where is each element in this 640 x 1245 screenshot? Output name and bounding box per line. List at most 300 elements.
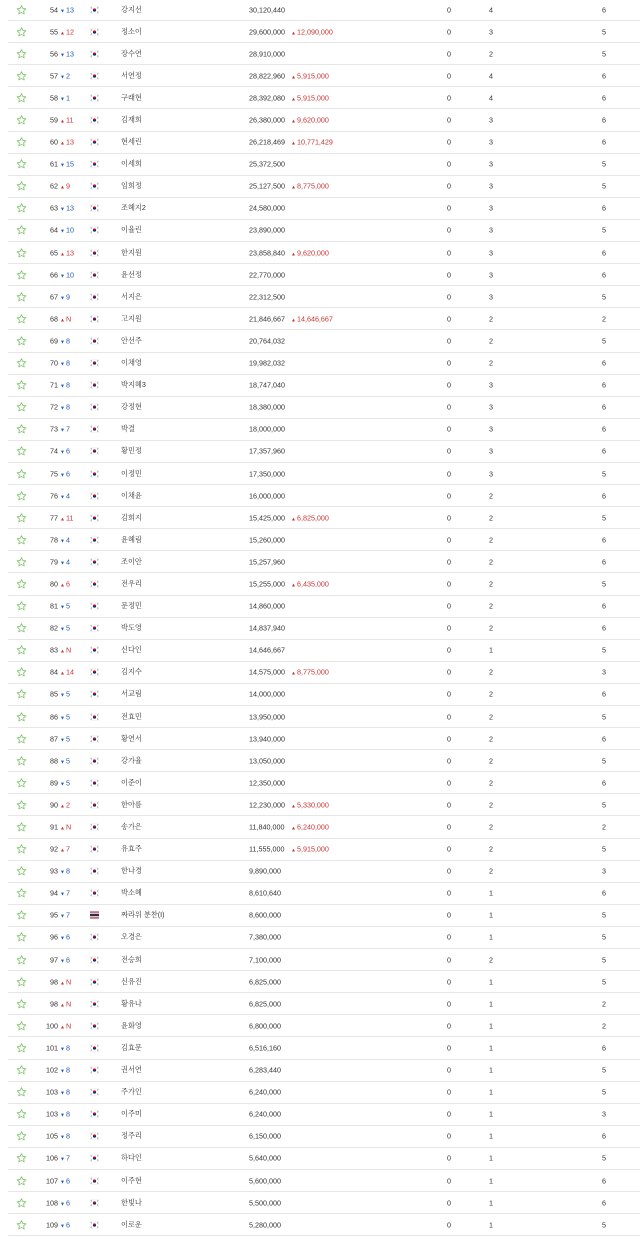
top10-count: 2	[489, 756, 493, 766]
table-row	[8, 993, 640, 1015]
rank-change	[60, 469, 70, 478]
favorite-star-icon[interactable]	[16, 755, 27, 766]
table-row	[8, 750, 640, 772]
wins-count: 0	[447, 424, 451, 434]
rank-change-value: 13	[65, 5, 74, 15]
prize-amount: 28,392,080	[249, 93, 285, 103]
rank-change	[60, 27, 74, 36]
favorite-star-icon[interactable]	[16, 910, 27, 921]
player-name[interactable]: 안선주	[121, 335, 142, 345]
favorite-star-icon[interactable]	[16, 1197, 27, 1208]
top10-count: 1	[489, 1043, 493, 1053]
favorite-star-icon[interactable]	[16, 844, 27, 855]
favorite-star-icon[interactable]	[16, 1042, 27, 1053]
favorite-star-icon[interactable]	[16, 645, 27, 656]
favorite-star-icon[interactable]	[16, 468, 27, 479]
favorite-star-icon[interactable]	[16, 556, 27, 567]
top10-count: 3	[489, 115, 493, 125]
rank: 68	[50, 314, 58, 324]
korea-flag-icon	[90, 735, 99, 742]
prize-amount: 15,260,000	[249, 535, 285, 545]
player-name[interactable]: 유효주	[121, 844, 142, 854]
korea-flag-icon	[90, 426, 99, 433]
top10-count: 4	[489, 5, 493, 15]
triangle-up-icon: ▲	[291, 317, 296, 324]
favorite-star-icon[interactable]	[16, 932, 27, 943]
favorite-star-icon[interactable]	[16, 733, 27, 744]
top10-count: 2	[489, 491, 493, 501]
table-row	[8, 883, 640, 905]
events-count: 6	[602, 380, 606, 390]
rank-change-value: 5	[65, 778, 70, 788]
prize-increase-value: 12,090,000	[296, 27, 333, 37]
events-count: 5	[602, 49, 606, 59]
wins-count: 0	[447, 225, 451, 235]
favorite-star-icon[interactable]	[16, 402, 27, 413]
events-count: 6	[602, 203, 606, 213]
favorite-star-icon[interactable]	[16, 534, 27, 545]
rank-change	[60, 336, 70, 345]
prize-amount: 22,770,000	[249, 270, 285, 280]
korea-flag-icon	[90, 846, 99, 853]
rank-change-value: 1	[65, 93, 70, 103]
table-row	[8, 772, 640, 794]
wins-count: 0	[447, 1198, 451, 1208]
player-name[interactable]: 주가인	[121, 1087, 142, 1097]
player-name[interactable]: 이채영	[121, 358, 142, 368]
favorite-star-icon[interactable]	[16, 512, 27, 523]
favorite-star-icon[interactable]	[16, 380, 27, 391]
player-name[interactable]: 윤화영	[121, 1020, 142, 1030]
player-name[interactable]: 박도영	[121, 623, 142, 633]
events-count: 5	[602, 27, 606, 37]
player-name[interactable]: 김희지	[121, 512, 142, 522]
korea-flag-icon	[90, 691, 99, 698]
prize-increase-value: 5,915,000	[296, 844, 329, 854]
prize-increase-value: 9,620,000	[296, 248, 329, 258]
player-name[interactable]: 김재희	[121, 115, 142, 125]
player-name[interactable]: 전효민	[121, 711, 142, 721]
events-count: 5	[602, 469, 606, 479]
prize-amount: 13,950,000	[249, 712, 285, 722]
rank: 57	[50, 71, 58, 81]
table-row	[8, 397, 640, 419]
triangle-down-icon: ▼	[60, 228, 65, 235]
table-row	[8, 264, 640, 286]
rank: 101	[46, 1043, 58, 1053]
player-name[interactable]: 박지혜3	[121, 380, 146, 390]
top10-count: 1	[489, 910, 493, 920]
favorite-star-icon[interactable]	[16, 446, 27, 457]
prize-amount: 17,357,960	[249, 446, 285, 456]
favorite-star-icon[interactable]	[16, 490, 27, 501]
favorite-star-icon[interactable]	[16, 92, 27, 103]
rank-change	[60, 1154, 70, 1163]
player-name[interactable]: 하다인	[121, 1153, 142, 1163]
prize-increase	[291, 182, 329, 191]
favorite-star-icon[interactable]	[16, 777, 27, 788]
favorite-star-icon[interactable]	[16, 799, 27, 810]
triangle-down-icon: ▼	[60, 52, 65, 59]
table-row	[8, 330, 640, 352]
korea-flag-icon	[90, 1177, 99, 1184]
korea-flag-icon	[90, 1133, 99, 1140]
korea-flag-icon	[90, 249, 99, 256]
player-name[interactable]: 전우리	[121, 578, 142, 588]
triangle-up-icon: ▲	[60, 118, 65, 125]
player-name[interactable]: 한아름	[121, 799, 142, 809]
triangle-down-icon: ▼	[60, 913, 65, 920]
player-name[interactable]: 장수연	[121, 48, 142, 58]
rank: 81	[50, 601, 58, 611]
rank: 90	[50, 800, 58, 810]
rank: 86	[50, 712, 58, 722]
rank: 91	[50, 822, 58, 832]
favorite-star-icon[interactable]	[16, 269, 27, 280]
wins-count: 0	[447, 5, 451, 15]
rank-change-value: 4	[65, 535, 70, 545]
favorite-star-icon[interactable]	[16, 998, 27, 1009]
triangle-down-icon: ▼	[60, 472, 65, 479]
prize-amount: 15,425,000	[249, 513, 285, 523]
player-name[interactable]: 이주현	[121, 1175, 142, 1185]
favorite-star-icon[interactable]	[16, 1131, 27, 1142]
favorite-star-icon[interactable]	[16, 313, 27, 324]
favorite-star-icon[interactable]	[16, 1020, 27, 1031]
top10-count: 3	[489, 27, 493, 37]
rank-change-value: 8	[65, 402, 70, 412]
player-name[interactable]: 김지수	[121, 667, 142, 677]
player-name[interactable]: 한나경	[121, 866, 142, 876]
events-count: 6	[602, 535, 606, 545]
favorite-star-icon[interactable]	[16, 1065, 27, 1076]
rank-change	[60, 49, 74, 58]
table-row	[8, 1037, 640, 1059]
table-row	[8, 353, 640, 375]
favorite-star-icon[interactable]	[16, 48, 27, 59]
player-name[interactable]: 강지선	[121, 4, 142, 14]
triangle-up-icon: ▲	[60, 980, 65, 987]
prize-increase-value: 6,240,000	[296, 822, 329, 832]
player-name[interactable]: 윤혜림	[121, 534, 142, 544]
player-name[interactable]: 이정민	[121, 468, 142, 478]
favorite-star-icon[interactable]	[16, 4, 27, 15]
events-count: 6	[602, 402, 606, 412]
favorite-star-icon[interactable]	[16, 1153, 27, 1164]
table-row	[8, 662, 640, 684]
events-count: 5	[602, 579, 606, 589]
korea-flag-icon	[90, 1221, 99, 1228]
prize-amount: 30,120,440	[249, 5, 285, 15]
player-name[interactable]: 조이안	[121, 556, 142, 566]
wins-count: 0	[447, 203, 451, 213]
triangle-down-icon: ▼	[60, 295, 65, 302]
korea-flag-icon	[90, 868, 99, 875]
triangle-up-icon: ▲	[60, 1002, 65, 1009]
player-name[interactable]: 조혜지2	[121, 203, 146, 213]
player-name[interactable]: 고지원	[121, 313, 142, 323]
favorite-star-icon[interactable]	[16, 1087, 27, 1098]
player-name[interactable]: 강정현	[121, 402, 142, 412]
player-name[interactable]: 이준이	[121, 777, 142, 787]
favorite-star-icon[interactable]	[16, 822, 27, 833]
favorite-star-icon[interactable]	[16, 247, 27, 258]
player-name[interactable]: 현세린	[121, 137, 142, 147]
favorite-star-icon[interactable]	[16, 115, 27, 126]
player-name[interactable]: 김효문	[121, 1042, 142, 1052]
korea-flag-icon	[90, 625, 99, 632]
triangle-up-icon: ▲	[291, 516, 296, 523]
favorite-star-icon[interactable]	[16, 70, 27, 81]
events-count: 6	[602, 71, 606, 81]
wins-count: 0	[447, 756, 451, 766]
player-name[interactable]: 한지원	[121, 247, 142, 257]
rank: 72	[50, 402, 58, 412]
korea-flag-icon	[90, 558, 99, 565]
top10-count: 3	[489, 424, 493, 434]
player-name[interactable]: 이채윤	[121, 490, 142, 500]
rank: 98	[50, 999, 58, 1009]
korea-flag-icon	[90, 1155, 99, 1162]
player-name[interactable]: 박결	[121, 424, 135, 434]
wins-count: 0	[447, 336, 451, 346]
rank: 67	[50, 292, 58, 302]
player-name[interactable]: 신유진	[121, 976, 142, 986]
rank-change-value: 5	[65, 623, 70, 633]
favorite-star-icon[interactable]	[16, 667, 27, 678]
events-count: 5	[602, 336, 606, 346]
prize-increase	[291, 138, 333, 147]
rank-change	[60, 867, 70, 876]
favorite-star-icon[interactable]	[16, 976, 27, 987]
favorite-star-icon[interactable]	[16, 888, 27, 899]
korea-flag-icon	[90, 1067, 99, 1074]
rank-change-value: 11	[65, 115, 74, 125]
triangle-down-icon: ▼	[60, 935, 65, 942]
player-name[interactable]: 서지은	[121, 291, 142, 301]
favorite-star-icon[interactable]	[16, 1175, 27, 1186]
korea-flag-icon	[90, 1089, 99, 1096]
favorite-star-icon[interactable]	[16, 1219, 27, 1230]
rank-change	[60, 204, 74, 213]
events-count: 5	[602, 1220, 606, 1230]
korea-flag-icon	[90, 779, 99, 786]
rank-change	[60, 226, 74, 235]
top10-count: 3	[489, 225, 493, 235]
prize-amount: 5,500,000	[249, 1198, 281, 1208]
prize-amount: 7,380,000	[249, 932, 281, 942]
prize-increase-value: 8,775,000	[296, 181, 329, 191]
player-name[interactable]: 윤선정	[121, 269, 142, 279]
player-name[interactable]: 강가율	[121, 755, 142, 765]
player-name[interactable]: 정소이	[121, 26, 142, 36]
player-name[interactable]: 이로운	[121, 1219, 142, 1229]
rank-change	[60, 1021, 71, 1030]
table-row	[8, 21, 640, 43]
korea-flag-icon	[90, 72, 99, 79]
rank-change-value: 15	[65, 159, 74, 169]
rank-change	[60, 314, 71, 323]
player-name[interactable]: 권서연	[121, 1065, 142, 1075]
player-name[interactable]: 한빛나	[121, 1197, 142, 1207]
rank-change-value: 6	[65, 932, 70, 942]
player-name[interactable]: 서연정	[121, 70, 142, 80]
top10-count: 2	[489, 336, 493, 346]
prize-amount: 6,516,160	[249, 1043, 281, 1053]
player-name[interactable]: 이세희	[121, 159, 142, 169]
player-name[interactable]: 황유나	[121, 998, 142, 1008]
rank-change	[60, 646, 71, 655]
favorite-star-icon[interactable]	[16, 159, 27, 170]
player-name[interactable]: 송가은	[121, 822, 142, 832]
rank-change-value: 4	[65, 557, 70, 567]
table-row	[8, 485, 640, 507]
top10-count: 1	[489, 932, 493, 942]
korea-flag-icon	[90, 94, 99, 101]
events-count: 6	[602, 623, 606, 633]
rank: 96	[50, 932, 58, 942]
rank-change	[60, 1043, 70, 1052]
triangle-down-icon: ▼	[60, 8, 65, 15]
triangle-down-icon: ▼	[60, 759, 65, 766]
favorite-star-icon[interactable]	[16, 26, 27, 37]
table-row	[8, 1126, 640, 1148]
top10-count: 1	[489, 1153, 493, 1163]
player-name[interactable]: 황민정	[121, 446, 142, 456]
rank-change-value: 13	[65, 49, 74, 59]
prize-increase-value: 5,915,000	[296, 71, 329, 81]
player-name[interactable]: 이율린	[121, 225, 142, 235]
triangle-up-icon: ▲	[60, 648, 65, 655]
player-name[interactable]: 서교림	[121, 689, 142, 699]
table-row	[8, 861, 640, 883]
wins-count: 0	[447, 623, 451, 633]
favorite-star-icon[interactable]	[16, 358, 27, 369]
triangle-up-icon: ▲	[291, 118, 296, 125]
favorite-star-icon[interactable]	[16, 578, 27, 589]
wins-count: 0	[447, 248, 451, 258]
favorite-star-icon[interactable]	[16, 203, 27, 214]
rank-change-value: 2	[65, 800, 70, 810]
rank-change	[60, 270, 74, 279]
player-name[interactable]: 정주리	[121, 1131, 142, 1141]
favorite-star-icon[interactable]	[16, 689, 27, 700]
events-count: 5	[602, 955, 606, 965]
player-name[interactable]: 전승희	[121, 954, 142, 964]
favorite-star-icon[interactable]	[16, 137, 27, 148]
korea-flag-icon	[90, 448, 99, 455]
korea-flag-icon	[90, 934, 99, 941]
favorite-star-icon[interactable]	[16, 291, 27, 302]
prize-amount: 18,380,000	[249, 402, 285, 412]
player-name[interactable]: 황연서	[121, 733, 142, 743]
prize-increase-value: 5,915,000	[296, 93, 329, 103]
prize-amount: 6,825,000	[249, 977, 281, 987]
player-name[interactable]: 오경은	[121, 932, 142, 942]
rank-change-value: 5	[65, 689, 70, 699]
triangle-up-icon: ▲	[291, 140, 296, 147]
triangle-up-icon: ▲	[60, 803, 65, 810]
favorite-star-icon[interactable]	[16, 335, 27, 346]
table-row	[8, 154, 640, 176]
triangle-down-icon: ▼	[60, 1134, 65, 1141]
favorite-star-icon[interactable]	[16, 181, 27, 192]
wins-count: 0	[447, 800, 451, 810]
prize-amount: 29,600,000	[249, 27, 285, 37]
favorite-star-icon[interactable]	[16, 866, 27, 877]
rank-change	[60, 889, 70, 898]
player-name[interactable]: 임희정	[121, 181, 142, 191]
table-row	[8, 463, 640, 485]
rank-change-value: 7	[65, 888, 70, 898]
prize-amount: 6,240,000	[249, 1109, 281, 1119]
korea-flag-icon	[90, 492, 99, 499]
player-name[interactable]: 박소혜	[121, 888, 142, 898]
rank: 71	[50, 380, 58, 390]
rank: 62	[50, 181, 58, 191]
rank: 54	[50, 5, 58, 15]
favorite-star-icon[interactable]	[16, 424, 27, 435]
korea-flag-icon	[90, 1044, 99, 1051]
favorite-star-icon[interactable]	[16, 1109, 27, 1120]
rank-change	[60, 845, 70, 854]
wins-count: 0	[447, 446, 451, 456]
triangle-up-icon: ▲	[60, 670, 65, 677]
favorite-star-icon[interactable]	[16, 601, 27, 612]
rank: 59	[50, 115, 58, 125]
player-name[interactable]: 짜라위 분찬(I)	[121, 910, 165, 920]
triangle-up-icon: ▲	[60, 516, 65, 523]
triangle-up-icon: ▲	[60, 317, 65, 324]
events-count: 6	[602, 734, 606, 744]
events-count: 3	[602, 866, 606, 876]
player-name[interactable]: 구래현	[121, 92, 142, 102]
favorite-star-icon[interactable]	[16, 711, 27, 722]
events-count: 5	[602, 645, 606, 655]
top10-count: 3	[489, 137, 493, 147]
triangle-down-icon: ▼	[60, 604, 65, 611]
top10-count: 1	[489, 1220, 493, 1230]
rank: 73	[50, 424, 58, 434]
player-name[interactable]: 신다인	[121, 645, 142, 655]
favorite-star-icon[interactable]	[16, 623, 27, 634]
wins-count: 0	[447, 115, 451, 125]
player-name[interactable]: 이주미	[121, 1109, 142, 1119]
prize-increase	[291, 314, 333, 323]
prize-increase	[291, 27, 333, 36]
table-row	[8, 816, 640, 838]
prize-increase-value: 6,825,000	[296, 513, 329, 523]
rank: 60	[50, 137, 58, 147]
events-count: 5	[602, 1087, 606, 1097]
top10-count: 2	[489, 49, 493, 59]
favorite-star-icon[interactable]	[16, 225, 27, 236]
prize-increase	[291, 513, 329, 522]
rank: 64	[50, 225, 58, 235]
korea-flag-icon	[90, 337, 99, 344]
rank-change	[60, 955, 70, 964]
wins-count: 0	[447, 999, 451, 1009]
events-count: 5	[602, 977, 606, 987]
events-count: 6	[602, 491, 606, 501]
triangle-up-icon: ▲	[60, 582, 65, 589]
favorite-star-icon[interactable]	[16, 954, 27, 965]
player-name[interactable]: 문정민	[121, 601, 142, 611]
prize-increase	[291, 248, 329, 257]
top10-count: 3	[489, 402, 493, 412]
prize-amount: 26,218,469	[249, 137, 285, 147]
rank: 74	[50, 446, 58, 456]
